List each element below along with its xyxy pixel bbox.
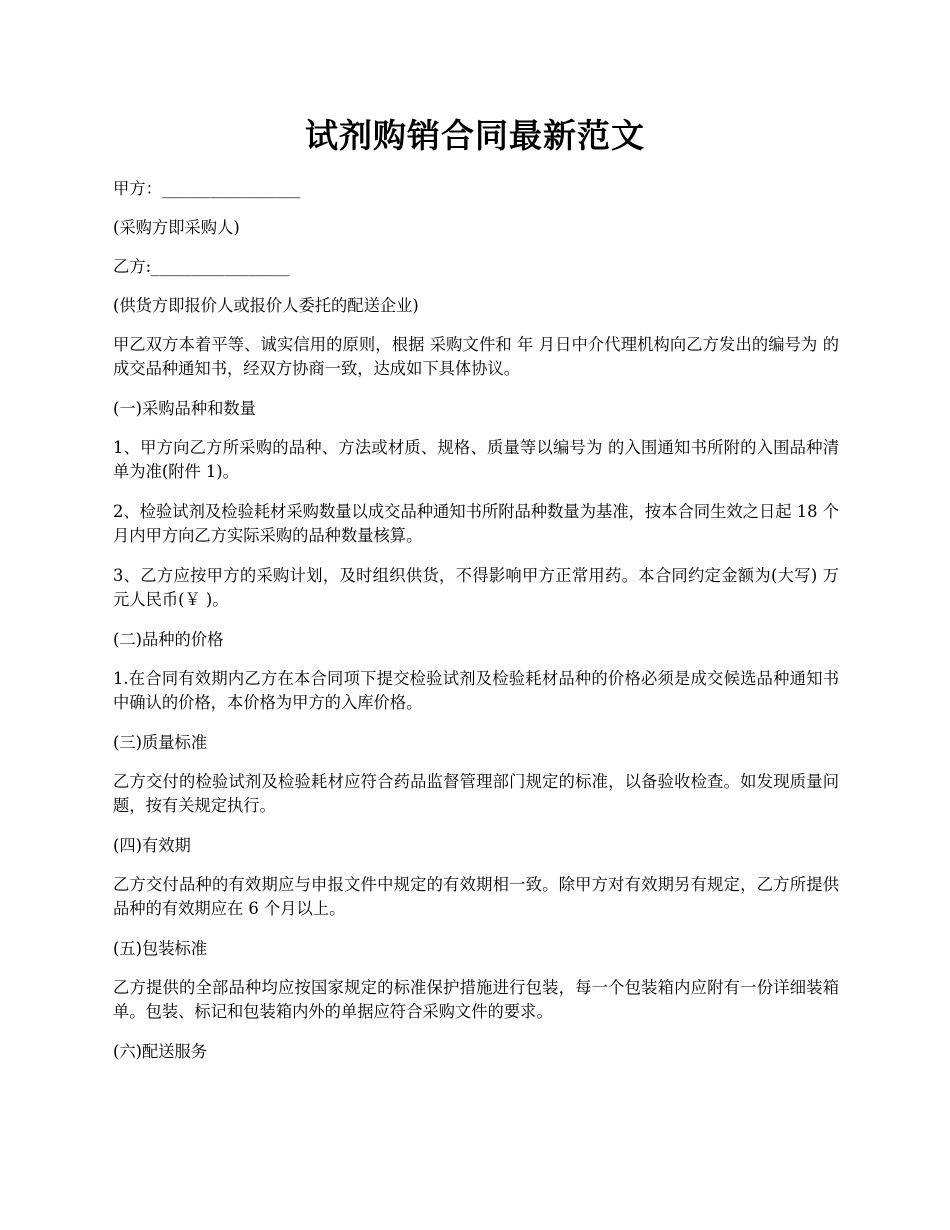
clause-1-3: 3、乙方应按甲方的采购计划，及时组织供货，不得影响甲方正常用药。本合同约定金额为(大写) 万元人民币(￥ )。 [113, 566, 839, 609]
intro-paragraph: 甲乙双方本着平等、诚实信用的原则，根据 采购文件和 年 月日中介代理机构向乙方发出的编号为 的成交品种通知书，经双方协商一致，达成如下具体协议。 [113, 335, 839, 378]
clause-2-1: 1.在合同有效期内乙方在本合同项下提交检验试剂及检验耗材品种的价格必须是成交候选品种通知书中确认的价格，本价格为甲方的入库价格。 [113, 669, 839, 712]
party-a-line: 甲方：_________________ [113, 179, 301, 198]
party-a-note: (采购方即采购人) [113, 218, 240, 237]
clause-5-body: 乙方提供的全部品种均应按国家规定的标准保护措施进行包装，每一个包装箱内应附有一份详细装箱单。包装、标记和包装箱内外的单据应符合采购文件的要求。 [113, 978, 839, 1021]
clause-3-body: 乙方交付的检验试剂及检验耗材应符合药品监督管理部门规定的标准，以备验收检查。如发现质量问题，按有关规定执行。 [113, 772, 839, 815]
party-b-note: (供货方即报价人或报价人委托的配送企业) [113, 296, 419, 315]
party-b-line: 乙方:_________________ [113, 257, 290, 276]
document-title: 试剂购销合同最新范文 [305, 116, 645, 155]
section-heading-6: (六)配送服务 [113, 1042, 208, 1061]
section-heading-1: (一)采购品种和数量 [113, 399, 256, 418]
clause-1-1: 1、甲方向乙方所采购的品种、方法或材质、规格、质量等以编号为 的入围通知书所附的入围品种清单为准(附件 1)。 [113, 438, 839, 481]
section-heading-3: (三)质量标准 [113, 733, 208, 752]
section-heading-5: (五)包装标准 [113, 939, 208, 958]
section-heading-2: (二)品种的价格 [113, 630, 224, 649]
clause-1-2: 2、检验试剂及检验耗材采购数量以成交品种通知书所附品种数量为基准，按本合同生效之日起 18 个月内甲方向乙方实际采购的品种数量核算。 [113, 502, 839, 545]
clause-4-body: 乙方交付品种的有效期应与申报文件中规定的有效期相一致。除甲方对有效期另有规定，乙方所提供品种的有效期应在 6 个月以上。 [113, 875, 839, 918]
document-body [113, 177, 839, 1079]
section-heading-4: (四)有效期 [113, 836, 191, 855]
